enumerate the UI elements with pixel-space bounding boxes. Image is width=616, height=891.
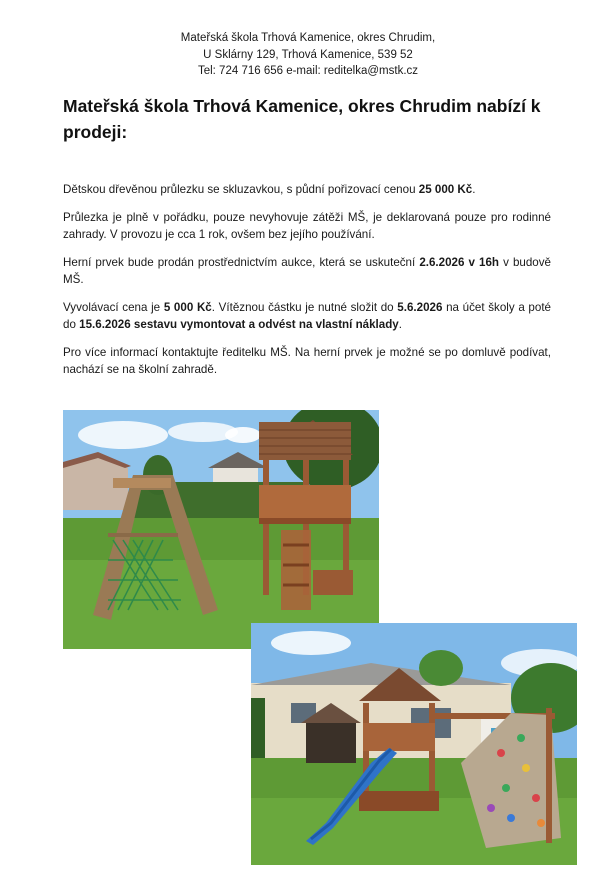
- photo-playground-slide: [251, 623, 577, 865]
- payment-date: 5.6.2026: [397, 301, 443, 314]
- paragraph-auction: [63, 254, 551, 288]
- photo-playground-front-image: [63, 410, 379, 649]
- p4-d: .: [398, 318, 402, 331]
- paragraph-contact: Pro více informací kontaktujte ředitelku MŠ. Na herní prvek je možné se po domluvě podívat, nachází se na školní zahradě.: [63, 346, 551, 376]
- letterhead-name: Mateřská škola Trhová Kamenice, okres Chrudim,: [180, 32, 436, 44]
- p1-text: Dětskou dřevěnou průlezku se skluzavkou, s půdní pořizovací cenou: [63, 183, 419, 196]
- p1-end: .: [472, 183, 476, 196]
- page-title: Mateřská škola Trhová Kamenice, okres Chrudim nabízí k prodeji:: [63, 96, 541, 142]
- paragraph-condition: Průlezka je plně v pořádku, pouze nevyhovuje zátěži MŠ, je deklarovaná pouze pro rodinné zahrady. V provozu je cca 1 rok, ovšem bez jejího používání.: [63, 211, 551, 241]
- paragraph-description: [63, 181, 551, 198]
- body-text: [63, 181, 551, 389]
- photo-playground-front: [63, 410, 379, 649]
- letterhead-address: U Sklárny 129, Trhová Kamenice, 539 52: [203, 48, 413, 61]
- letterhead-contact: Tel: 724 716 656 e-mail: reditelka@mstk.cz: [197, 65, 419, 77]
- photo-playground-slide-image: [251, 623, 577, 865]
- auction-date: 2.6.2026 v 16h: [419, 256, 500, 269]
- letterhead: [0, 30, 616, 80]
- original-price: 25 000 Kč: [418, 183, 473, 196]
- p4-c: na účet školy a poté do: [63, 301, 551, 331]
- removal-deadline: 15.6.2026 sestavu vymontovat a odvést na vlastní náklady: [79, 318, 399, 331]
- p4-b: . Vítěznou částku je nutné složit do: [211, 301, 398, 314]
- p3-end: v budově MŠ.: [63, 256, 551, 286]
- p3-text: Herní prvek bude prodán prostřednictvím aukce, která se uskuteční: [63, 256, 420, 269]
- starting-price: 5 000 Kč: [163, 301, 212, 314]
- paragraph-price: [63, 299, 551, 333]
- p4-a: Vyvolávací cena je: [63, 301, 164, 314]
